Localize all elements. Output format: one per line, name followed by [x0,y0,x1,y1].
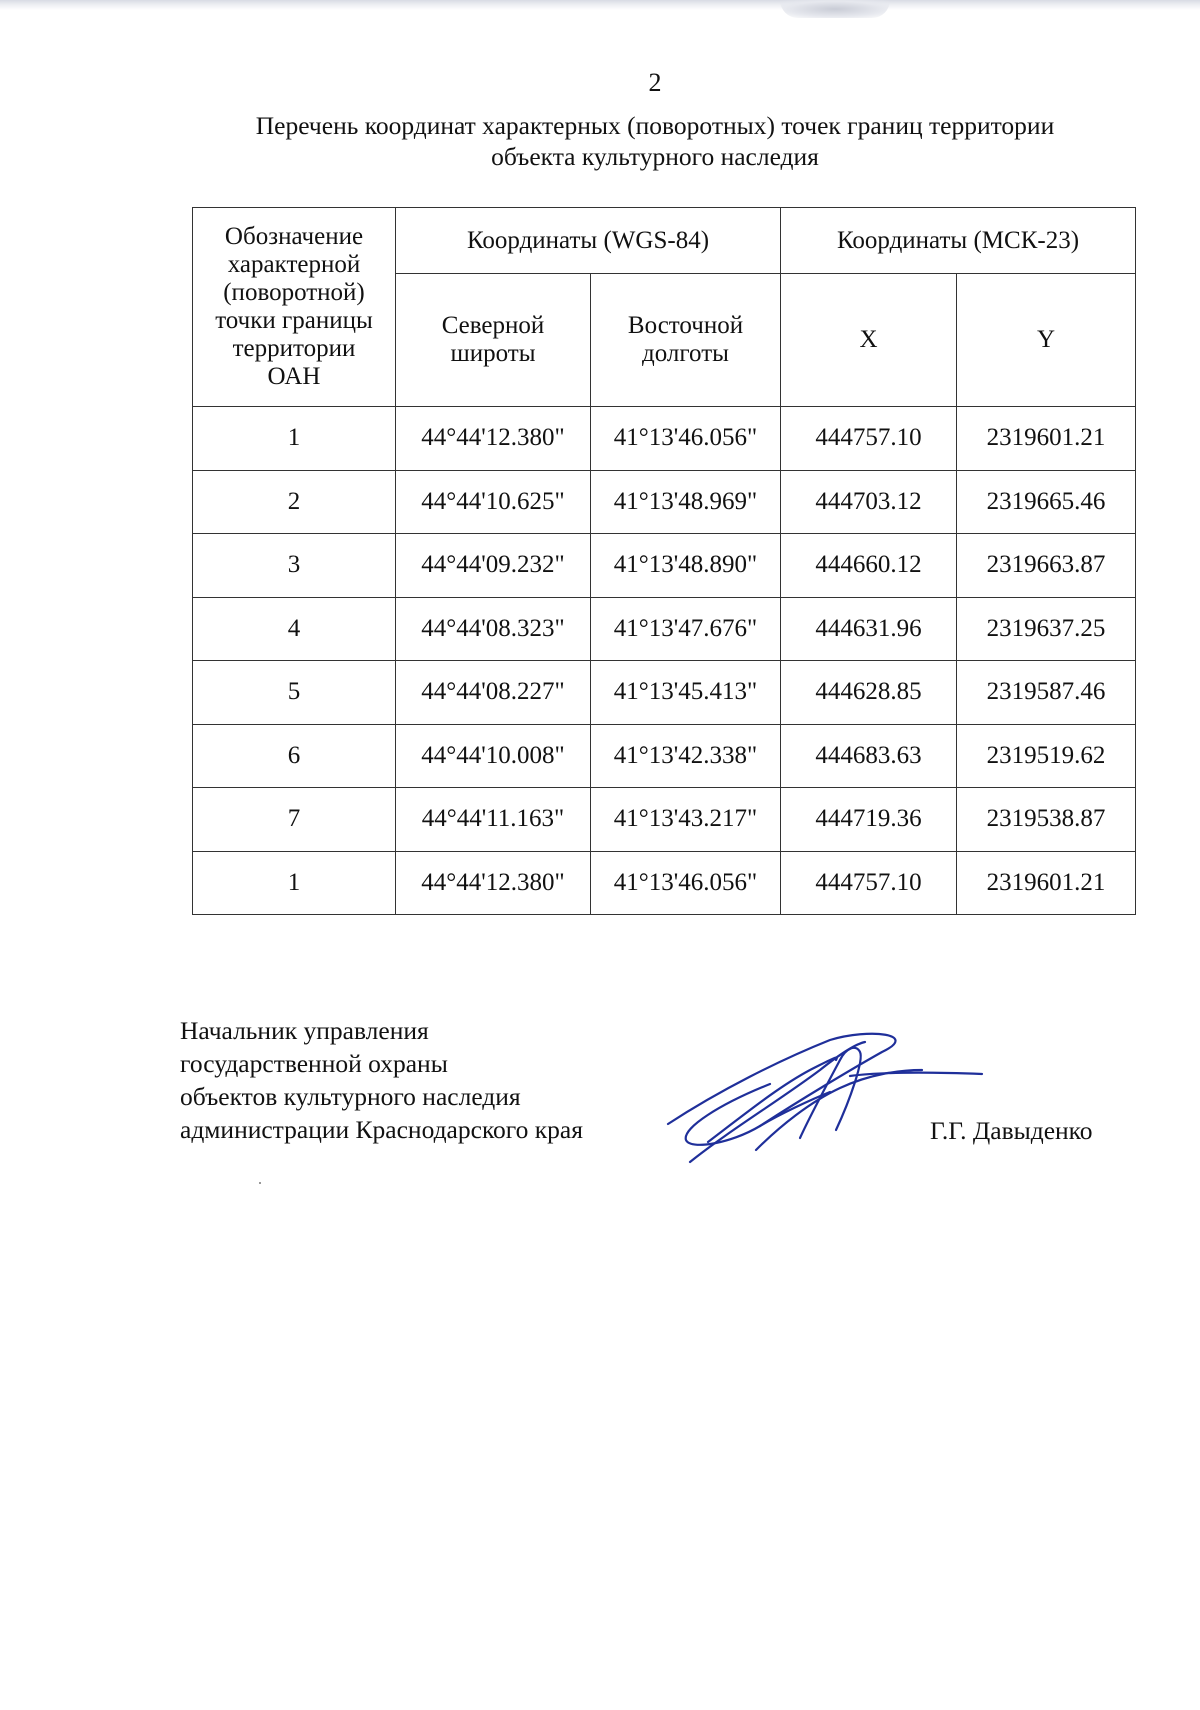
cell-x: 444719.36 [781,788,957,852]
cell-y: 2319665.46 [957,470,1136,534]
position-line-2: государственной охраны [180,1049,448,1078]
table-header-row-1 [193,208,1136,274]
scan-edge-shadow [0,0,1200,10]
cell-y: 2319519.62 [957,724,1136,788]
title-line-2: объекта культурного наследия [491,142,819,171]
cell-point: 6 [193,724,396,788]
header-y: Y [957,274,1136,407]
cell-point: 3 [193,534,396,598]
cell-north-latitude: 44°44'08.323" [396,597,591,661]
cell-x: 444683.63 [781,724,957,788]
signatory-position [180,1014,583,1146]
cell-y: 2319601.21 [957,851,1136,915]
scan-smudge [780,0,890,18]
cell-point: 1 [193,407,396,471]
cell-y: 2319587.46 [957,661,1136,725]
cell-east-longitude: 41°13'47.676" [591,597,781,661]
signatory-name: Г.Г. Давыденко [930,1116,1093,1145]
cell-y: 2319663.87 [957,534,1136,598]
header-msk23: Координаты (МСК-23) [781,208,1136,274]
position-line-3: объектов культурного наследия [180,1082,521,1111]
table-row [193,788,1136,852]
position-line-1: Начальник управления [180,1016,429,1045]
cell-y: 2319637.25 [957,597,1136,661]
cell-north-latitude: 44°44'12.380" [396,407,591,471]
cell-east-longitude: 41°13'43.217" [591,788,781,852]
cell-north-latitude: 44°44'09.232" [396,534,591,598]
title-line-1: Перечень координат характерных (поворотных) точек границ территории [255,111,1055,140]
cell-x: 444660.12 [781,534,957,598]
header-wgs84: Координаты (WGS-84) [396,208,781,274]
cell-north-latitude: 44°44'08.227" [396,661,591,725]
page-number: 2 [648,68,662,97]
table-row [193,534,1136,598]
cell-north-latitude: 44°44'11.163" [396,788,591,852]
cell-east-longitude: 41°13'42.338" [591,724,781,788]
scan-speck [259,1182,261,1184]
cell-point: 1 [193,851,396,915]
document-title [0,110,1200,172]
position-line-4: администрации Краснодарского края [180,1115,583,1144]
header-north-latitude: Северной широты [396,274,591,407]
cell-point: 5 [193,661,396,725]
table-row [193,851,1136,915]
coordinates-table [192,207,1136,915]
cell-east-longitude: 41°13'48.969" [591,470,781,534]
table-row [193,470,1136,534]
cell-y: 2319538.87 [957,788,1136,852]
cell-x: 444757.10 [781,407,957,471]
table-row [193,724,1136,788]
cell-north-latitude: 44°44'12.380" [396,851,591,915]
cell-x: 444631.96 [781,597,957,661]
header-x: X [781,274,957,407]
cell-east-longitude: 41°13'46.056" [591,851,781,915]
cell-y: 2319601.21 [957,407,1136,471]
header-point-designation: Обозначение характерной (поворотной) точки границы территории ОАН [193,208,396,407]
table-row [193,597,1136,661]
cell-point: 4 [193,597,396,661]
cell-x: 444628.85 [781,661,957,725]
table-row [193,661,1136,725]
cell-east-longitude: 41°13'48.890" [591,534,781,598]
handwritten-signature [660,1030,990,1170]
cell-north-latitude: 44°44'10.625" [396,470,591,534]
cell-north-latitude: 44°44'10.008" [396,724,591,788]
cell-point: 7 [193,788,396,852]
cell-x: 444703.12 [781,470,957,534]
cell-east-longitude: 41°13'45.413" [591,661,781,725]
table-row [193,407,1136,471]
header-east-longitude: Восточной долготы [591,274,781,407]
cell-x: 444757.10 [781,851,957,915]
cell-east-longitude: 41°13'46.056" [591,407,781,471]
cell-point: 2 [193,470,396,534]
